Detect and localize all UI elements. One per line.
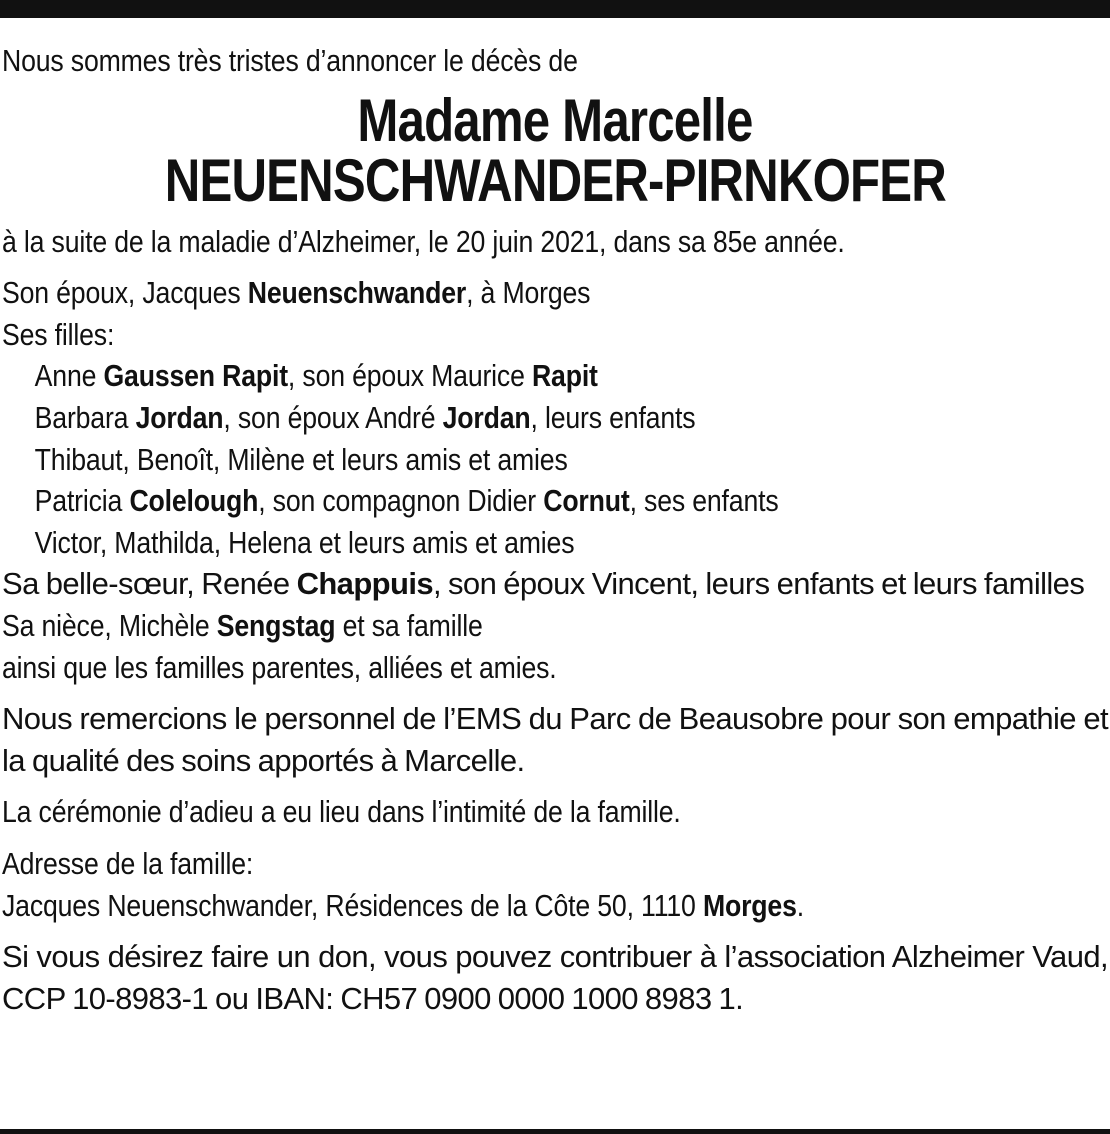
thanks-paragraph: Nous remercions le personnel de l’EMS du Parc de Beausobre pour son empathie et la qualité des soins apportés à Marcelle.	[2, 701, 1108, 778]
address-line: Jacques Neuenschwander, Résidences de la Côte 50, 1110 Morges.	[2, 887, 804, 923]
top-rule	[0, 0, 1110, 18]
obituary-notice	[2, 40, 1108, 1019]
sister-in-law-line: Sa belle-sœur, Renée Chappuis, son époux Vincent, leurs enfants et leurs familles	[2, 566, 1085, 602]
deceased-name-line2: NEUENSCHWANDER-PIRNKOFER	[164, 146, 946, 214]
daughter-line: Anne Gaussen Rapit, son époux Maurice Rapit	[34, 358, 598, 394]
bottom-rule	[0, 1129, 1110, 1134]
deceased-name-line1: Madame Marcelle	[357, 86, 753, 154]
ceremony-paragraph: La cérémonie d’adieu a eu lieu dans l’intimité de la famille.	[2, 794, 681, 830]
intro-text: Nous sommes très tristes d’annoncer le décès de	[2, 43, 578, 78]
donation-paragraph: Si vous désirez faire un don, vous pouvez contribuer à l’association Alzheimer Vaud, CCP 10-8983-1 ou IBAN: CH57 0900 0000 1000 8983 1.	[2, 939, 1108, 1016]
address-heading: Adresse de la famille:	[2, 845, 254, 881]
daughter-line: Barbara Jordan, son époux André Jordan, leurs enfants	[34, 399, 696, 435]
daughters-heading: Ses filles:	[2, 316, 115, 352]
grandchildren-line: Victor, Mathilda, Helena et leurs amis et amies	[34, 524, 575, 560]
circumstances-text: à la suite de la maladie d’Alzheimer, le 20 juin 2021, dans sa 85e année.	[2, 223, 845, 259]
spouse-line: Son époux, Jacques Neuenschwander, à Morges	[2, 275, 591, 311]
niece-line: Sa nièce, Michèle Sengstag et sa famille	[2, 607, 483, 643]
daughter-line: Patricia Colelough, son compagnon Didier Cornut, ses enfants	[34, 483, 779, 519]
others-line: ainsi que les familles parentes, alliées et amies.	[2, 649, 557, 685]
grandchildren-line: Thibaut, Benoît, Milène et leurs amis et amies	[34, 441, 568, 477]
